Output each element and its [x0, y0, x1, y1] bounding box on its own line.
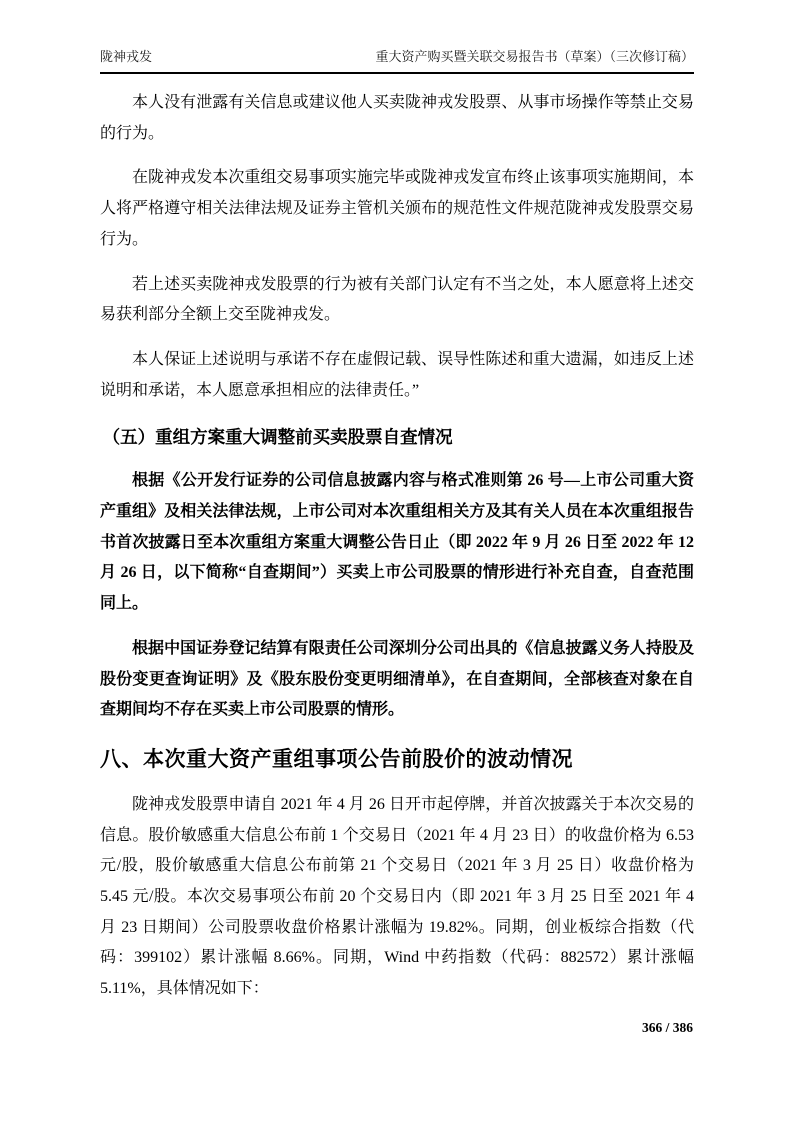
section-5-paragraph-1: 根据《公开发行证券的公司信息披露内容与格式准则第 26 号—上市公司重大资产重组》及相关法律法规，上市公司对本次重组相关方及其有关人员在本次重组报告书首次披露日至本次重组方案重大调整公告日止（即 2022 年 9 月 26 日至 2022 年 12 月 26 日，以下简称“自查期间”）买卖上市公司股票的情形进行补充自查，自查范围同上。 — [100, 472, 694, 613]
page-number: 366 / 386 — [641, 1020, 693, 1035]
section-5-heading: （五）重组方案重大调整前买卖股票自查情况 — [102, 427, 453, 448]
intro-paragraph-4: 本人保证上述说明与承诺不存在虚假记载、误导性陈述和重大遗漏，如违反上述说明和承诺，本人愿意承担相应的法律责任。” — [100, 350, 694, 399]
section-8-heading: 八、本次重大资产重组事项公告前股价的波动情况 — [100, 747, 573, 771]
intro-paragraph-1: 本人没有泄露有关信息或建议他人买卖陇神戎发股票、从事市场操作等禁止交易的行为。 — [100, 94, 694, 142]
page-footer — [642, 1020, 693, 1036]
header-company-name: 陇神戎发 — [100, 49, 153, 64]
header-doc-title: 重大资产购买暨关联交易报告书（草案）（三次修订稿） — [375, 49, 694, 64]
section-5-paragraph-2: 根据中国证券登记结算有限责任公司深圳分公司出具的《信息披露义务人持股及股份变更查询证明》及《股东股份变更明细清单》，在自查期间，全部核查对象在自查期间均不存在买卖上市公司股票的情形。 — [100, 639, 694, 719]
intro-paragraph-3: 若上述买卖陇神戎发股票的行为被有关部门认定有不当之处，本人愿意将上述交易获利部分全额上交至陇神戎发。 — [100, 275, 694, 324]
section-8-paragraph-1: 陇神戎发股票申请自 2021 年 4 月 26 日开市起停牌，并首次披露关于本次交易的信息。股价敏感重大信息公布前 1 个交易日（2021 年 4 月 23 日）的收盘价格为 6.53 元/股，股价敏感重大信息公布前第 21 个交易日（2021 年 3 月 25 日）收盘价格为 5.45 元/股。本次交易事项公布前 20 个交易日内（即 2021 年 3 月 25 日至 2021 年 4 月 23 日期间）公司股票收盘价格累计涨幅为 19.82%。同期，创业板综合指数（代码：399102）累计涨幅 8.66%。同期，Wind 中药指数（代码：882572）累计涨幅 5.11%，具体情况如下： — [100, 795, 694, 998]
intro-paragraph-2: 在陇神戎发本次重组交易事项实施完毕或陇神戎发宣布终止该事项实施期间，本人将严格遵守相关法律法规及证券主管机关颁布的规范性文件规范陇神戎发股票交易行为。 — [100, 169, 694, 248]
page-header — [100, 48, 694, 74]
document-body — [100, 88, 694, 1005]
